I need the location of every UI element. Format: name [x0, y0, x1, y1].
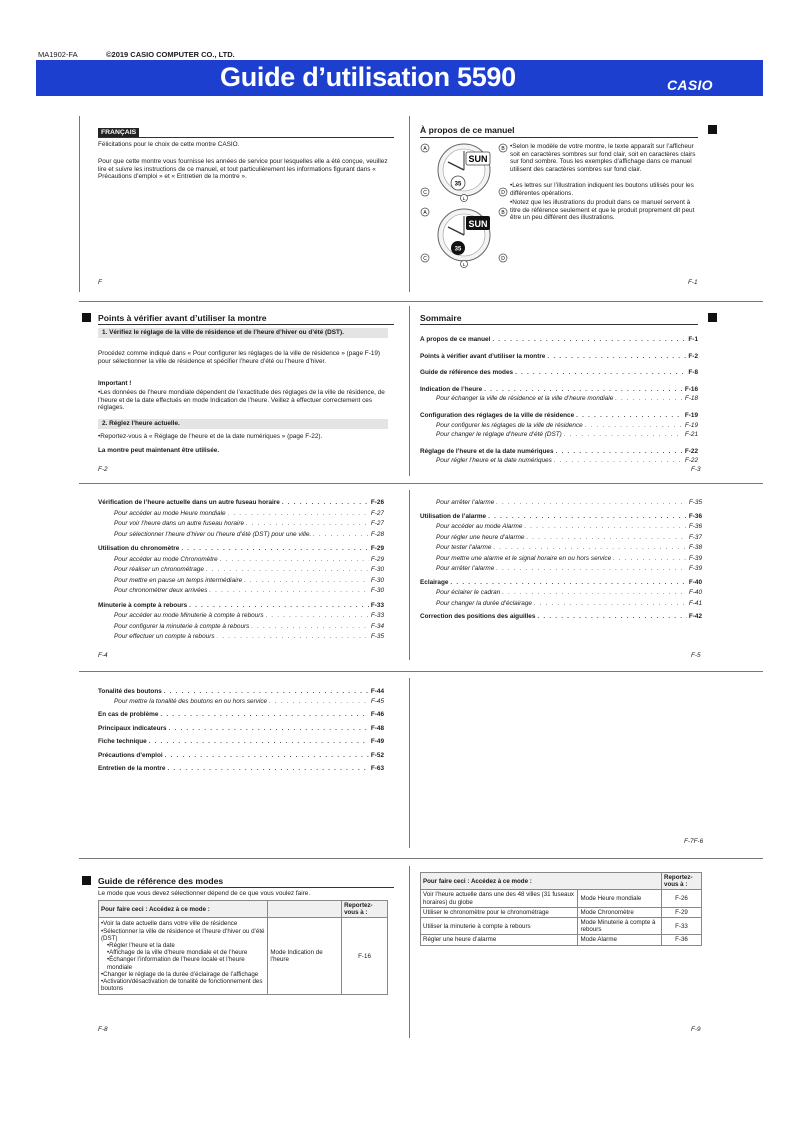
toc-page: F-16 — [684, 385, 698, 393]
mode-cell: Mode Indication de l’heure — [268, 918, 342, 995]
about-bullet-3: • Notez que les illustrations du produit dans ce manuel servent à titre de référence seulement et que le produit proprement dit peut être un peu différent des illustrations. — [510, 199, 700, 222]
mode-guide-intro: Le mode que vous devez sélectionner dépend de ce que vous voulez faire. — [98, 890, 311, 897]
mode-guide-underline — [98, 887, 394, 888]
toc-leader — [615, 395, 683, 403]
svg-text:L: L — [462, 262, 466, 267]
about-title: À propos de ce manuel — [420, 125, 515, 135]
page-number: F-9 — [691, 1026, 701, 1033]
toc-label: Principaux indicateurs — [98, 724, 167, 732]
toc-page: F-38 — [688, 544, 702, 551]
about-bullet-2: • Les lettres sur l’illustration indiquent les boutons utilisés pour les différentes opérations. — [510, 182, 700, 197]
toc-label: Pour mettre la tonalité des boutons en ou hors service — [114, 697, 268, 705]
toc-entry[interactable] — [436, 457, 698, 465]
toc-entry[interactable] — [420, 613, 702, 621]
page2-center-rule — [409, 306, 410, 476]
page-separator — [79, 483, 763, 484]
toc-leader — [496, 499, 687, 507]
toc-page: F-26 — [370, 499, 384, 506]
toc-label: Pour accéder au mode Chronomètre — [114, 555, 218, 563]
toc-page: F-46 — [370, 711, 384, 718]
toc-leader — [484, 386, 683, 394]
about-bullet-1: • Selon le modèle de votre montre, le texte apparaît sur l’afficheur soit en caractères sombres sur fond clair, soit en caractères clairs sur fond sombre. Tous les exemples d’affichage dans ce manuel utilisent des caractères sombres sur fond clair. — [510, 143, 700, 173]
toc-page: F-1 — [688, 336, 698, 343]
toc-label: Fiche technique — [98, 738, 147, 745]
toc-leader — [515, 369, 686, 377]
page1-left-rule — [79, 116, 80, 292]
toc-leader — [282, 499, 369, 507]
section-marker — [708, 313, 717, 322]
toc-label: Correction des positions des aiguilles — [420, 613, 536, 620]
svg-text:35: 35 — [454, 246, 462, 253]
page-number: F-3 — [691, 466, 701, 473]
page-number: F-2 — [98, 466, 108, 473]
toc-label: Entretien de la montre — [98, 765, 166, 772]
toc-entry[interactable] — [420, 386, 698, 394]
toc-page: F-8 — [688, 369, 698, 377]
toc-label: Pour accéder au mode Alarme — [436, 523, 523, 530]
document-title: Guide d’utilisation 5590 — [220, 62, 516, 92]
svg-text:C: C — [423, 256, 427, 262]
page-number: F — [98, 279, 102, 286]
toc-page: F-28 — [370, 530, 384, 538]
toc-entry[interactable] — [98, 545, 384, 553]
toc-page: F-63 — [370, 765, 384, 772]
svg-text:A: A — [423, 146, 427, 152]
toc-leader — [502, 589, 687, 597]
page-separator — [409, 301, 763, 302]
sommaire-title: Sommaire — [420, 313, 462, 323]
step2-heading: 2. Réglez l’heure actuelle. — [98, 419, 388, 429]
cell-ref: F-36 — [662, 935, 702, 945]
toc-page: F-52 — [370, 751, 384, 759]
ready-text: La montre peut maintenant être utilisée. — [98, 447, 220, 454]
toc-page: F-39 — [688, 554, 702, 562]
toc-entry[interactable] — [420, 336, 698, 344]
cell-mode: Mode Heure mondiale — [578, 890, 662, 907]
toc-page: F-21 — [684, 431, 698, 439]
toc-leader — [556, 448, 683, 456]
toc-label: Réglage de l’heure et de la date numériques — [420, 447, 554, 455]
toc-page: F-30 — [370, 566, 384, 573]
toc-entry[interactable] — [98, 725, 384, 733]
important-text: • Les données de l’heure mondiale dépendent de l’exactitude des réglages de la ville de résidence, de l’heure et de la date effectués en mode Indication de l’heure. Veillez à effectuer correctement ces réglages. — [98, 389, 388, 412]
toc-leader — [488, 513, 687, 521]
section-marker — [82, 876, 91, 885]
toc-entry[interactable] — [436, 395, 698, 403]
toc-page: F-48 — [370, 724, 384, 732]
toc-label: Configuration des réglages de la ville de résidence — [420, 412, 575, 419]
page-separator — [79, 671, 763, 672]
toc-entry[interactable] — [436, 589, 702, 597]
toc-entry[interactable] — [114, 566, 384, 574]
toc-label: Pour accéder au mode Heure mondiale — [114, 509, 226, 517]
toc-page: F-19 — [684, 421, 698, 429]
watch-illustration-light — [418, 140, 510, 202]
toc-label: Points à vérifier avant d’utiliser la montre — [420, 352, 546, 360]
toc-page: F-33 — [370, 601, 384, 609]
step1-heading: 1. Vérifiez le réglage de la ville de résidence et de l’heure d’hiver ou d’été (DST). — [98, 328, 388, 338]
toc-label: Pour effectuer un compte à rebours — [114, 633, 215, 640]
toc-leader — [244, 577, 369, 585]
toc-label: Utilisation du chronomètre — [98, 545, 180, 552]
toc-page: F-30 — [370, 576, 384, 584]
cell-do: Utiliser le chronomètre pour le chronométrage — [421, 907, 578, 917]
toc-entry[interactable] — [436, 565, 702, 573]
toc-label: Pour accéder au mode Minuterie à compte à rebours — [114, 612, 264, 619]
toc-leader — [189, 602, 369, 610]
toc-label: Pour arrêter l’alarme — [436, 499, 495, 506]
cell-ref: F-26 — [662, 890, 702, 907]
toc-leader — [160, 711, 368, 719]
svg-text:B: B — [501, 146, 505, 152]
intro-instructions: Pour que cette montre vous fournisse les années de service pour lesquelles elle a été conçue, veuillez lire et suivre les instructions de ce manuel, et tout particulièrement les informations figurant dans « Précautions d’emploi » et « Entretien de la montre ». — [98, 158, 388, 181]
svg-text:A: A — [423, 210, 427, 216]
toc-page: F-29 — [370, 545, 384, 552]
table-row — [421, 918, 702, 935]
check-title: Points à vérifier avant d’utiliser la montre — [98, 313, 267, 323]
toc-leader — [450, 579, 686, 587]
svg-text:D: D — [501, 256, 505, 262]
mode-table-right — [420, 872, 702, 946]
table-header-row: Pour faire ceci : Accédez à ce mode : Reportez-vous à : — [99, 901, 388, 918]
toc-entry[interactable] — [436, 600, 702, 608]
toc-leader — [269, 698, 369, 706]
page-number: F-8 — [98, 1026, 108, 1033]
toc-label: Pour éclairer le cadran — [436, 589, 501, 596]
toc-label: Pour mettre une alarme et le signal horaire en ou hors service — [436, 554, 612, 562]
toc-entry[interactable] — [114, 698, 384, 706]
toc-entry[interactable] — [436, 523, 702, 531]
step2-text: • Reportez-vous à « Réglage de l’heure et de la date numériques » (page F-22). — [98, 433, 388, 441]
toc-leader — [493, 544, 686, 552]
toc-entry[interactable] — [420, 353, 698, 361]
cell-do: Voir l’heure actuelle dans une des 48 villes (31 fuseaux horaires) du globe — [421, 890, 578, 907]
toc-page: F-22 — [684, 447, 698, 455]
svg-text:D: D — [501, 190, 505, 196]
section-marker — [708, 125, 717, 134]
toc-entry[interactable] — [114, 577, 384, 585]
document-code: MA1902-FA — [38, 50, 78, 59]
toc-entry[interactable] — [98, 738, 384, 746]
toc-label: Pour voir l’heure dans un autre fuseau horaire — [114, 520, 245, 527]
toc-label: Pour régler l’heure et la date numériques — [436, 457, 552, 465]
toc-page: F-27 — [370, 509, 384, 517]
toc-entry[interactable] — [114, 520, 384, 528]
table-row — [421, 890, 702, 907]
toc-label: Vérification de l’heure actuelle dans un autre fuseau horaire — [98, 499, 280, 506]
toc-page: F-40 — [688, 589, 702, 596]
page-separator — [79, 301, 419, 302]
page-number: F-7F-6 — [684, 838, 704, 845]
cell-do: Utiliser la minuterie à compte à rebours — [421, 918, 578, 935]
toc-leader — [547, 353, 686, 361]
toc-page: F-44 — [370, 688, 384, 695]
language-underline — [98, 137, 394, 138]
toc-leader — [206, 566, 369, 574]
toc-entry[interactable] — [98, 602, 384, 610]
toc-leader — [585, 422, 683, 430]
toc-page: F-41 — [688, 599, 702, 607]
watch-sun-text: SUN — [468, 154, 488, 164]
toc-label: Éclairage — [420, 578, 449, 586]
cell-mode: Mode Chronomètre — [578, 907, 662, 917]
toc-entry[interactable] — [114, 587, 384, 595]
toc-entry[interactable] — [436, 499, 702, 507]
toc-label: Pour régler une heure d’alarme — [436, 533, 525, 541]
page-number: F-5 — [691, 652, 701, 659]
toc-page: F-19 — [684, 412, 698, 419]
page-number: F-1 — [688, 279, 698, 286]
toc-label: Pour tester l’alarme — [436, 544, 492, 551]
toc-entry[interactable] — [420, 412, 698, 420]
toc-page: F-2 — [688, 352, 698, 360]
toc-page: F-29 — [370, 555, 384, 563]
toc-entry[interactable] — [436, 431, 698, 439]
page5-center-rule — [409, 866, 410, 1038]
toc-label: Indication de l’heure — [420, 385, 483, 393]
toc-leader — [496, 565, 687, 573]
svg-text:B: B — [501, 210, 505, 216]
toc-entry[interactable] — [436, 544, 702, 552]
copyright: ©2019 CASIO COMPUTER CO., LTD. — [106, 50, 235, 59]
toc-entry[interactable] — [436, 422, 698, 430]
toc-leader — [576, 412, 683, 420]
table-row — [421, 907, 702, 917]
toc-page: F-49 — [370, 738, 384, 745]
toc-entry[interactable] — [114, 556, 384, 564]
toc-leader — [266, 612, 369, 620]
svg-text:L: L — [462, 196, 466, 201]
toc-label: Pour échanger la ville de résidence et la ville d’heure mondiale — [436, 395, 614, 403]
toc-leader — [251, 623, 369, 631]
toc-page: F-18 — [684, 395, 698, 403]
page3-center-rule — [409, 490, 410, 660]
toc-page: F-27 — [370, 520, 384, 527]
toc-leader — [526, 534, 686, 542]
toc-label: À propos de ce manuel — [420, 336, 491, 343]
toc-entry[interactable] — [114, 510, 384, 518]
ref-cell: F-16 — [342, 918, 388, 995]
toc-label: Pour chronométrer deux arrivées — [114, 587, 208, 594]
page-separator — [79, 858, 763, 859]
toc-leader — [492, 336, 686, 344]
svg-text:35: 35 — [454, 181, 462, 188]
toc-entry[interactable] — [98, 688, 384, 696]
toc-page: F-45 — [370, 697, 384, 705]
toc-entry[interactable] — [98, 499, 384, 507]
toc-entry[interactable] — [114, 623, 384, 631]
sommaire-underline — [420, 324, 698, 325]
toc-entry[interactable] — [114, 633, 384, 641]
toc-page: F-34 — [370, 622, 384, 630]
toc-leader — [246, 520, 369, 528]
toc-entry[interactable] — [114, 612, 384, 620]
toc-leader — [167, 765, 368, 773]
toc-leader — [149, 738, 369, 746]
toc-page: F-35 — [370, 633, 384, 640]
toc-page: F-40 — [688, 578, 702, 586]
cell-mode: Mode Minuterie à compte à rebours — [578, 918, 662, 935]
toc-entry[interactable] — [98, 752, 384, 760]
toc-leader — [220, 556, 369, 564]
toc-page: F-39 — [688, 565, 702, 572]
toc-label: Guide de référence des modes — [420, 369, 514, 377]
intro-congrats: Félicitations pour le choix de cette montre CASIO. — [98, 141, 240, 148]
toc-label: En cas de problème — [98, 711, 159, 718]
toc-label: Pour configurer les réglages de la ville de résidence — [436, 421, 583, 429]
toc-leader — [534, 600, 687, 608]
toc-page: F-36 — [688, 523, 702, 530]
page-number: F-4 — [98, 652, 108, 659]
toc-label: Pour configurer la minuterie à compte à rebours — [114, 622, 250, 630]
toc-entry[interactable] — [420, 579, 702, 587]
section-marker — [82, 313, 91, 322]
toc-page: F-30 — [370, 587, 384, 594]
toc-entry[interactable] — [436, 555, 702, 563]
table-header-row: Pour faire ceci : Accédez à ce mode : Reportez-vous à : — [421, 873, 702, 890]
toc-label: Pour sélectionner l’heure d’hiver ou l’heure d’été (DST) pour une ville. — [114, 530, 312, 538]
toc-leader — [613, 555, 687, 563]
toc-page: F-33 — [370, 612, 384, 619]
toc-leader — [164, 688, 369, 696]
toc-leader — [524, 523, 686, 531]
toc-label: Utilisation de l’alarme — [420, 512, 487, 520]
toc-label: Pour changer le réglage d’heure d’été (DST) — [436, 431, 562, 439]
toc-entry[interactable] — [420, 369, 698, 377]
toc-label: Tonalité des boutons — [98, 688, 162, 695]
cell-do: Régler une heure d’alarme — [421, 935, 578, 945]
toc-leader — [209, 587, 368, 595]
toc-entry[interactable] — [114, 531, 384, 539]
language-badge: FRANÇAIS — [98, 128, 139, 137]
toc-entry[interactable] — [98, 765, 384, 773]
toc-leader — [537, 613, 686, 621]
toc-page: F-35 — [688, 499, 702, 506]
toc-label: Minuterie à compte à rebours — [98, 601, 188, 609]
toc-label: Pour réaliser un chronométrage — [114, 566, 204, 573]
toc-leader — [554, 457, 683, 465]
toc-leader — [228, 510, 369, 518]
toc-leader — [217, 633, 369, 641]
watch-illustration-dark — [418, 204, 510, 268]
toc-entry[interactable] — [98, 711, 384, 719]
mode-guide-title: Guide de référence des modes — [98, 876, 224, 886]
cell-ref: F-33 — [662, 918, 702, 935]
toc-page: F-42 — [688, 613, 702, 620]
toc-label: Précautions d’emploi — [98, 751, 163, 759]
toc-page: F-36 — [688, 512, 702, 520]
cell-mode: Mode Alarme — [578, 935, 662, 945]
toc-leader — [181, 545, 369, 553]
table-row: • Voir la date actuelle dans votre ville de résidence • Sélectionner la ville de résidence et l’heure d’hiver ou d’été (DST) • Régler l’heure et la date • Affichage de la ville d’heure mondiale et de l’heure • Échanger l’information de l’heure locale et l’heure mondiale • Changer le réglage de la durée d’éclairage de l’affichage • Activation/désactivation de tonalité de fonctionnement des boutons Mode Indication de l’heure F-16 — [99, 918, 388, 995]
page4-center-rule — [409, 678, 410, 848]
toc-leader — [564, 431, 683, 439]
toc-leader — [313, 531, 369, 539]
toc-label: Pour mettre en pause un temps intermédiaire — [114, 576, 243, 584]
svg-text:SUN: SUN — [468, 219, 488, 229]
cell-ref: F-29 — [662, 907, 702, 917]
toc-label: Pour arrêter l’alarme — [436, 565, 495, 572]
svg-text:C: C — [423, 190, 427, 196]
table-row — [421, 935, 702, 945]
mode-table-left — [98, 900, 388, 995]
check-underline — [98, 324, 394, 325]
casio-logo: CASIO — [667, 77, 713, 93]
toc-entry[interactable] — [420, 448, 698, 456]
step1-text: Procédez comme indiqué dans « Pour configurer les réglages de la ville de résidence » (page F-19) pour sélectionner la ville de résidence et spécifier l’heure d’été ou l’heure d’hiver. — [98, 350, 381, 365]
toc-entry[interactable] — [420, 513, 702, 521]
toc-page: F-37 — [688, 533, 702, 541]
page1-center-rule — [409, 116, 410, 292]
toc-label: Pour changer la durée d’éclairage — [436, 599, 532, 607]
toc-leader — [169, 725, 369, 733]
toc-entry[interactable] — [436, 534, 702, 542]
toc-page: F-22 — [684, 457, 698, 465]
important-label: Important ! — [98, 380, 132, 387]
about-underline — [420, 137, 698, 138]
toc-leader — [165, 752, 369, 760]
